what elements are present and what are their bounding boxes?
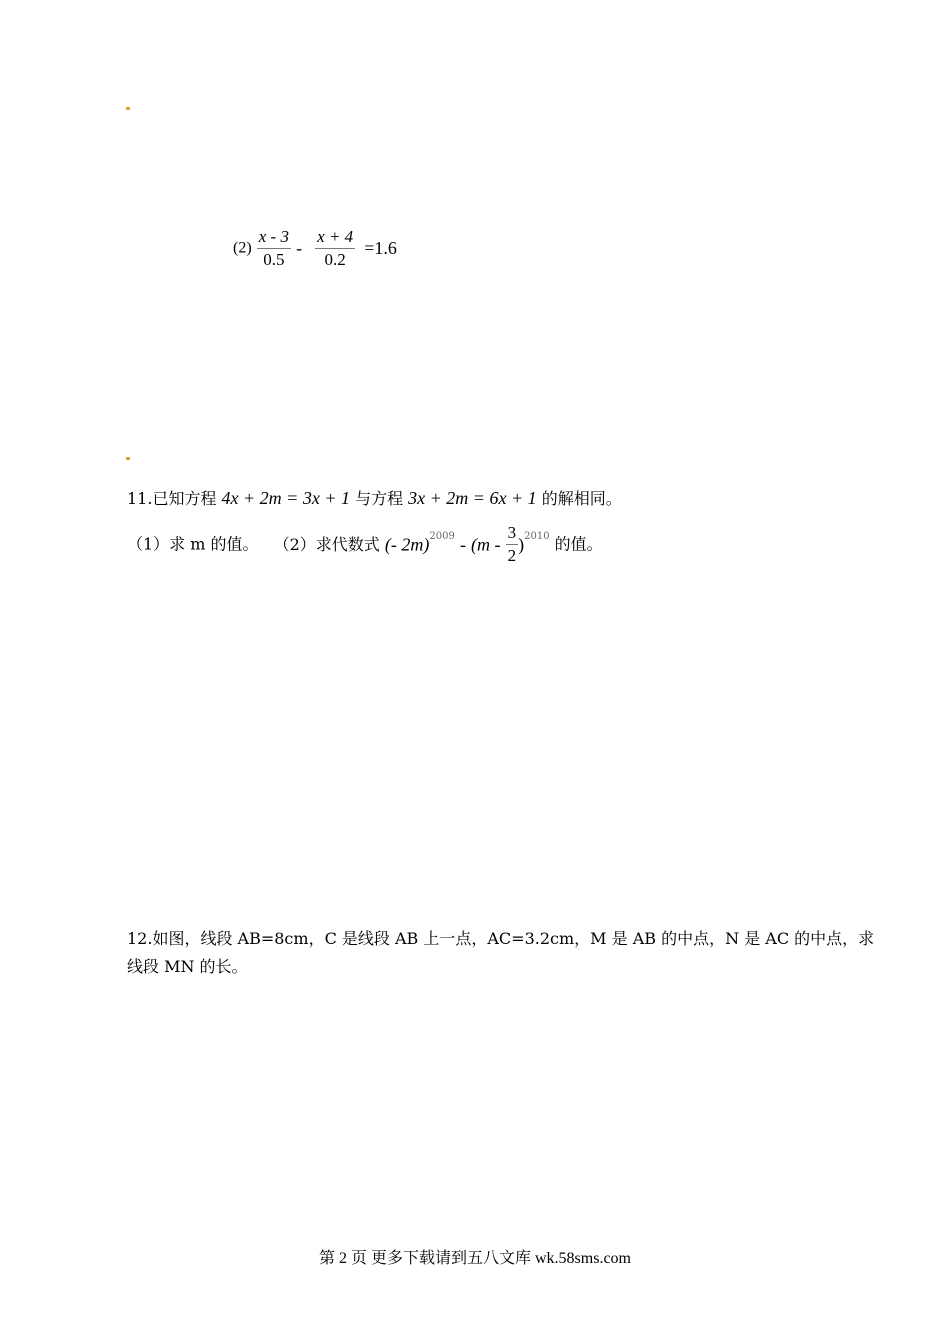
q11-part-2-suffix: 的值。 — [554, 534, 603, 554]
fraction-1 — [257, 226, 291, 271]
q11-middle: 与方程 — [355, 489, 404, 508]
part-label: (2) — [233, 239, 252, 257]
page-footer: 第 2 页 更多下载请到五八文库 wk.58sms.com — [318, 1250, 631, 1267]
q11-fraction — [506, 522, 519, 567]
question-11-stem — [127, 486, 622, 511]
q11-suffix: 的解相同。 — [541, 489, 622, 508]
q11-expr-minus: - — [459, 534, 466, 555]
fraction-1-denominator: 0.5 — [263, 250, 285, 269]
q11-exp-a: 2009 — [429, 531, 455, 542]
fraction-2-numerator: x + 4 — [315, 226, 355, 249]
q11-fraction-numerator: 3 — [506, 522, 519, 545]
q11-expr-a: (- 2m) — [384, 534, 430, 555]
fraction-2 — [315, 226, 355, 271]
q11-expr-b-close: ) — [518, 534, 525, 555]
fraction-2-denominator: 0.2 — [324, 250, 346, 269]
question-11-parts — [127, 522, 603, 568]
q12-line-1: 12.如图，线段 AB=8cm，C 是线段 AB 上一点，AC=3.2cm，M 是 AB 的中点，N 是 AC 的中点，求 — [127, 929, 875, 948]
q11-fraction-denominator: 2 — [507, 546, 517, 565]
q11-equation-1: 4x + 2m = 3x + 1 — [221, 488, 350, 508]
q11-expr-b-open: (m - — [471, 534, 501, 555]
q11-part-1: （1）求 m 的值。 — [127, 534, 259, 554]
question-10-part-2 — [233, 226, 397, 276]
right-hand-side: =1.6 — [364, 238, 397, 258]
minus-sign: - — [296, 238, 303, 258]
decorative-mark-middle — [126, 457, 130, 460]
q11-part-2-prefix: （2）求代数式 — [273, 534, 380, 554]
q11-prefix: 11.已知方程 — [127, 489, 217, 508]
fraction-1-numerator: x - 3 — [257, 226, 291, 249]
q12-line-2: 线段 MN 的长。 — [127, 957, 248, 976]
q11-exp-b: 2010 — [524, 531, 550, 542]
question-12 — [127, 925, 875, 981]
decorative-mark-top — [126, 107, 130, 110]
q11-equation-2: 3x + 2m = 6x + 1 — [408, 488, 537, 508]
